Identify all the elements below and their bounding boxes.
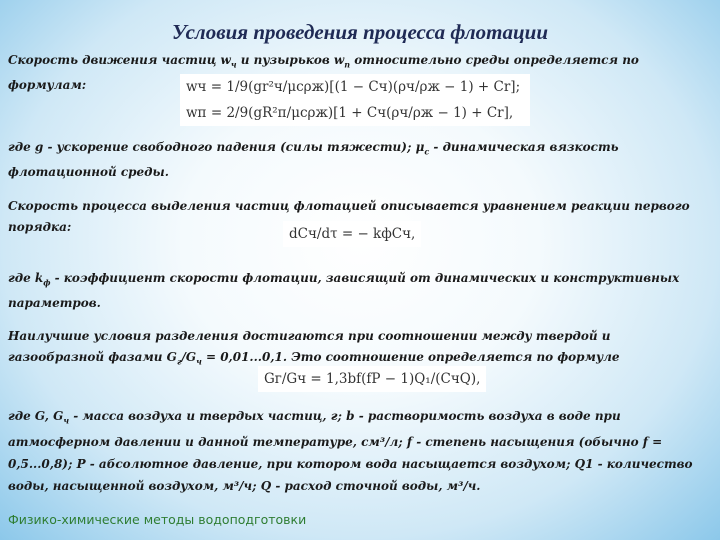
velocity-sub-a: ч: [230, 59, 237, 70]
ratio-text-a: Наилучшие условия разделения достигаются при соотношении между твердой и газообразной фазами G: [8, 329, 611, 364]
formula-phase-ratio: Gг/Gч = 1,3bf(fP − 1)Q₁/(CчQ),: [258, 366, 486, 392]
variables-sub-a: ч: [63, 415, 70, 426]
footer-course-title: Физико-химические методы водоподготовки: [8, 512, 307, 527]
ratio-sub-b: ч: [196, 356, 202, 367]
velocity-sub-b: п: [344, 59, 351, 70]
velocity-text-c: относительно среды определяется по формулам:: [8, 53, 639, 93]
gravity-viscosity-paragraph: [8, 137, 708, 183]
ratio-text-c: = 0,01...0,1. Это соотношение определяется по формуле: [201, 350, 620, 364]
velocity-text-b: и пузырьков w: [236, 53, 345, 67]
coefficient-text-b: - коэффициент скорости флотации, зависящий от динамических и конструктивных параметров.: [8, 271, 680, 311]
gravity-sub-a: c: [424, 146, 430, 157]
coefficient-text-a: где k: [8, 271, 44, 285]
gravity-text-a: где g - ускорение свободного падения (силы тяжести); μ: [8, 140, 425, 154]
formula-bubble-velocity: wп = 2/9(gR²п/μсρж)[1 + Cч(ρч/ρж − 1) + Cr],: [186, 105, 514, 121]
coefficient-sub-a: ф: [43, 277, 51, 288]
velocity-text-a: Скорость движения частиц w: [8, 53, 231, 67]
ratio-sub-a: г: [176, 356, 182, 367]
rate-paragraph: Скорость процесса выделения частиц флотацией описывается уравнением реакции первого порядка:: [8, 199, 690, 234]
gravity-text-b: - динамическая вязкость флотационной среды.: [8, 140, 619, 180]
slide-title: Условия проведения процесса флотации: [171, 20, 548, 44]
velocity-formulas: [180, 74, 530, 126]
variables-text-b: - масса воздуха и твердых частиц, г; b - растворимость воздуха в воде при атмосферном давлении и данной температуре, см³/л; f - степень насыщения (обычно f = 0,5...0,8); P - абсолютное давление, при котором вода насыщается воздухом; Q1 - количество воды, насыщенной воздухом, м³/ч; Q - расход сточной воды, м³/ч.: [8, 409, 693, 494]
rate-coefficient-paragraph: [8, 268, 708, 314]
formula-rate-equation: dCч/dτ = − kфCч,: [283, 221, 421, 247]
variables-paragraph: [8, 405, 708, 497]
ratio-text-b: /G: [181, 350, 197, 364]
formula-particle-velocity: wч = 1/9(gr²ч/μсρж)[(1 − Cч)(ρч/ρж − 1) + Cr];: [186, 79, 521, 95]
variables-text-a: где G, G: [8, 409, 64, 423]
